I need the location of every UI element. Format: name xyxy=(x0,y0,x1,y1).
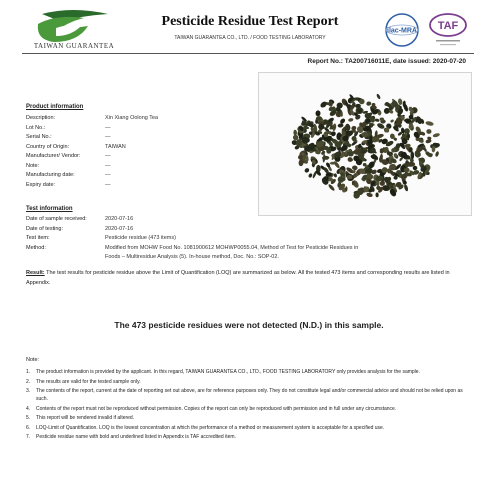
test-row-label: Method: xyxy=(26,244,46,251)
tea-leaf xyxy=(413,166,418,170)
tea-leaves-image-icon xyxy=(259,73,471,215)
result-label: Result: xyxy=(26,270,45,276)
taf-badge-label: TAF xyxy=(437,20,459,32)
header-divider xyxy=(22,53,474,54)
product-row-label: Manufacturer/ Vendor: xyxy=(26,153,81,159)
note-item xyxy=(26,405,472,413)
note-text: Contents of the report must not be reproduced without permission. Copies of the report can only be reproduced with permission and in full under any circumstance. xyxy=(36,405,397,412)
page-subtitle: TAIWAN GUARANTEA CO., LTD. / FOOD TESTING LABORATORY xyxy=(174,35,326,41)
product-row-label: Country of Origin: xyxy=(26,143,70,150)
tea-leaf xyxy=(432,133,440,138)
tea-leaf xyxy=(366,101,372,106)
note-item xyxy=(26,424,472,432)
taf-badge-icon xyxy=(428,12,468,48)
tea-leaf xyxy=(337,123,343,128)
tea-leaf xyxy=(333,173,337,178)
tea-leaf xyxy=(374,118,379,122)
product-row-label: Serial No.: xyxy=(26,134,52,140)
product-row-value: — xyxy=(105,172,111,178)
note-item xyxy=(26,433,472,441)
tea-leaf xyxy=(375,192,378,197)
tea-leaf xyxy=(293,130,297,136)
test-row-value: 2020-07-16 xyxy=(105,225,134,232)
note-number: 4. xyxy=(26,405,31,412)
ilac-badge-label: ilac-MRA xyxy=(387,27,417,35)
product-row-label: Note: xyxy=(26,162,40,169)
note-item xyxy=(26,378,472,386)
result-text: The test results for pesticide residue above the Limit of Quantification (LOQ) are summarized as below. All the tested 473 items and corresponding results are listed in Appendix. xyxy=(26,270,450,286)
tea-leaf xyxy=(347,157,353,163)
note-item xyxy=(26,368,472,376)
product-row-value: Xin Xiang Oolong Tea xyxy=(105,115,159,121)
product-row-value: TAIWAN xyxy=(105,143,126,150)
tea-leaf xyxy=(403,184,408,192)
tea-leaf xyxy=(435,151,440,157)
note-text: The product information is provided by the applicant. In this regard, TAIWAN GUARANTEA CO., LTD., FOOD TESTING LABORATORY only provides analysis for the sample. xyxy=(36,369,420,375)
test-row-value: Pesticide residue (473 items) xyxy=(105,235,176,241)
product-row-label: Expiry date: xyxy=(26,181,56,188)
tea-leaf xyxy=(308,173,313,178)
product-row-value: — xyxy=(105,162,111,169)
test-row-label: Date of testing: xyxy=(26,225,63,232)
tea-leaf xyxy=(304,167,310,173)
tea-leaf xyxy=(328,183,336,191)
note-text: Pesticide residue name with bold and underlined listed in Appendix is TAF accredited item. xyxy=(36,434,236,440)
product-row-value: — xyxy=(105,124,111,131)
product-row-label: Lot No.: xyxy=(26,124,46,131)
tea-sample-photo xyxy=(258,72,472,216)
tea-leaf xyxy=(352,165,358,171)
tea-leaf xyxy=(322,154,325,163)
tea-leaf xyxy=(425,139,432,144)
notes-list xyxy=(26,368,472,443)
tea-leaf xyxy=(426,129,432,135)
test-row-value: Modified from MOHW Food No. 1081900612 MOHWP0055.04, Method of Test for Pesticide Residues in xyxy=(105,244,359,251)
test-section-title: Test information xyxy=(26,206,73,212)
note-item xyxy=(26,387,472,403)
product-row-label: Description: xyxy=(26,115,56,121)
product-row-label: Manufacturing date: xyxy=(26,172,75,178)
note-number: 3. xyxy=(26,388,31,394)
tea-leaf xyxy=(366,192,373,198)
tea-leaf xyxy=(348,118,354,123)
tea-leaf xyxy=(316,110,321,116)
notes-title: Note: xyxy=(26,357,40,363)
test-row-value: Foods – Multiresidue Analysis (5). In-house method, Doc. No.: SOP-02. xyxy=(105,254,279,260)
note-number: 1. xyxy=(26,369,31,375)
product-section-title: Product information xyxy=(26,104,84,110)
ilac-mra-badge-icon xyxy=(384,12,420,48)
report-number: Report No.: TA200716011E, date issued: 2020-07-20 xyxy=(307,58,466,65)
conclusion-statement: The 473 pesticide residues were not detected (N.D.) in this sample. xyxy=(114,320,384,330)
note-item xyxy=(26,414,472,422)
note-text: The results are valid for the tested sample only. xyxy=(36,378,141,385)
test-row-value: 2020-07-16 xyxy=(105,216,134,222)
page-title: Pesticide Residue Test Report xyxy=(161,14,339,29)
product-row-value: — xyxy=(105,134,111,140)
note-number: 6. xyxy=(26,424,31,431)
note-number: 5. xyxy=(26,415,31,421)
note-number: 7. xyxy=(26,434,31,440)
tea-leaf xyxy=(390,119,394,123)
tea-leaf xyxy=(397,98,403,105)
result-paragraph xyxy=(26,268,472,288)
note-number: 2. xyxy=(26,378,31,385)
test-row-label: Date of sample received: xyxy=(26,216,87,222)
product-row-value: — xyxy=(105,181,111,188)
test-row-label: Test item: xyxy=(26,235,50,241)
note-text: This report will be rendered invalid if altered. xyxy=(36,415,135,421)
company-name: TAIWAN GUARANTEA xyxy=(33,42,115,50)
note-text: LOQ-Limit of Quantification. LOQ is the lowest concentration at which the performance of a method or measurement system is acceptable for a specified use. xyxy=(36,424,385,431)
tea-leaf xyxy=(425,121,434,127)
tea-leaf xyxy=(404,128,410,134)
product-row-value: — xyxy=(105,153,111,159)
note-text: The contents of the report, current at the date of reporting set out above, are for reference purposes only. They do not constitute legal and/or commercial advice and should not be relied upon as such. xyxy=(36,388,463,402)
tea-leaf xyxy=(376,93,381,99)
